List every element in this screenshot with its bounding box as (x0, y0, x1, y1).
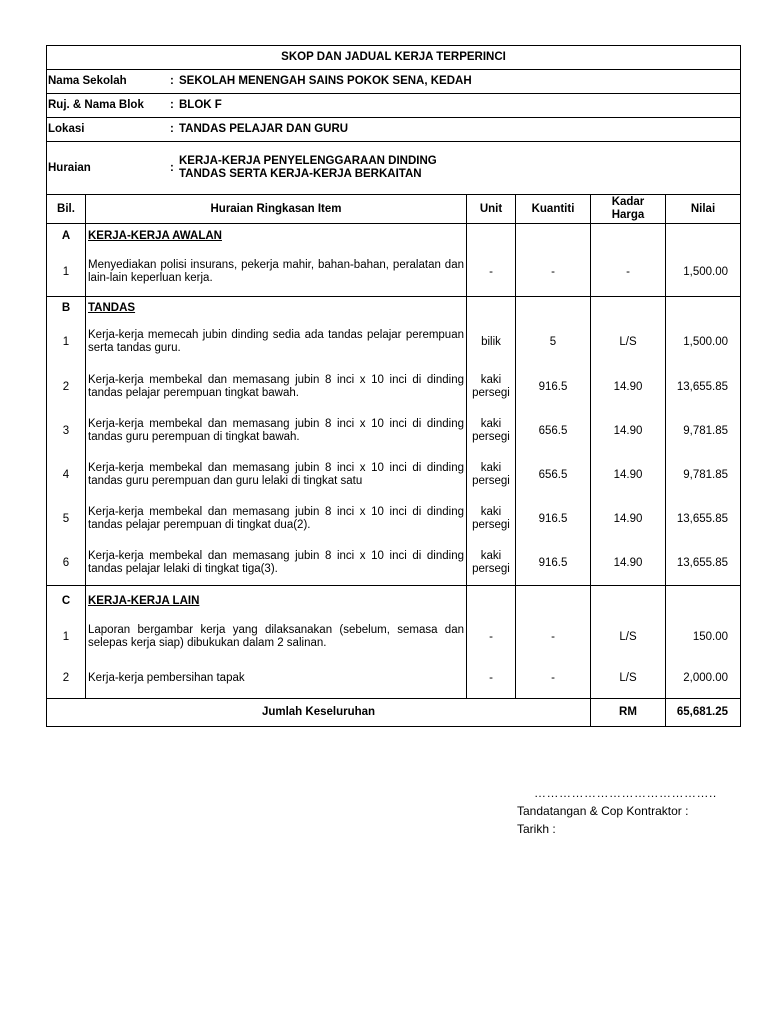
section-c-empty-cell (666, 586, 741, 617)
title-row (47, 46, 741, 70)
row-rate: 14.90 (591, 365, 666, 409)
row-unit: kaki persegi (467, 497, 516, 541)
section-b-code: B (47, 297, 86, 320)
table-row (47, 248, 741, 297)
description-cell (47, 142, 741, 195)
row-value: 2,000.00 (666, 658, 741, 699)
document-title: SKOP DAN JADUAL KERJA TERPERINCI (47, 46, 741, 70)
section-a-code: A (47, 224, 86, 249)
row-quantity: 916.5 (516, 541, 591, 586)
row-unit: kaki persegi (467, 365, 516, 409)
row-unit: kaki persegi (467, 541, 516, 586)
row-quantity: 656.5 (516, 409, 591, 453)
section-a-title-cell (86, 224, 467, 249)
row-quantity: - (516, 616, 591, 658)
row-bil: 2 (47, 658, 86, 699)
school-row (47, 70, 741, 94)
row-unit: - (467, 616, 516, 658)
row-quantity: 5 (516, 319, 591, 365)
row-description: Menyediakan polisi insurans, pekerja mahir, bahan-bahan, peralatan dan lain-lain keperluan kerja. (86, 248, 467, 297)
row-quantity: - (516, 658, 591, 699)
row-value: 1,500.00 (666, 319, 741, 365)
row-bil: 6 (47, 541, 86, 586)
col-header-item: Huraian Ringkasan Item (86, 195, 467, 224)
table-row (47, 453, 741, 497)
section-c-empty-cell (591, 586, 666, 617)
section-a-empty-cell (516, 224, 591, 249)
row-value: 1,500.00 (666, 248, 741, 297)
row-bil: 2 (47, 365, 86, 409)
table-row (47, 616, 741, 658)
row-value: 13,655.85 (666, 541, 741, 586)
row-rate: L/S (591, 658, 666, 699)
block-value: BLOK F (179, 99, 222, 111)
section-c-title-cell (86, 586, 467, 617)
signature-line: …………………………………….. (534, 786, 717, 800)
location-value: TANDAS PELAJAR DAN GURU (179, 123, 349, 135)
description-row (47, 142, 741, 195)
row-unit: kaki persegi (467, 409, 516, 453)
section-b-title: TANDAS (88, 301, 136, 314)
row-value: 13,655.85 (666, 497, 741, 541)
section-b-empty-cell (467, 297, 516, 320)
section-b-header-row (47, 297, 741, 320)
location-label: Lokasi (48, 123, 85, 135)
row-quantity: 916.5 (516, 497, 591, 541)
section-b-empty-cell (591, 297, 666, 320)
work-schedule-sheet (46, 45, 740, 727)
row-description: Kerja-kerja memecah jubin dinding sedia ada tandas pelajar perempuan serta tandas guru. (86, 319, 467, 365)
row-rate: - (591, 248, 666, 297)
table-row (47, 658, 741, 699)
school-value: SEKOLAH MENENGAH SAINS POKOK SENA, KEDAH (179, 75, 472, 87)
row-bil: 3 (47, 409, 86, 453)
table-row (47, 541, 741, 586)
section-a-empty-cell (666, 224, 741, 249)
col-header-qty: Kuantiti (516, 195, 591, 224)
block-cell (47, 94, 741, 118)
row-quantity: 916.5 (516, 365, 591, 409)
row-bil: 4 (47, 453, 86, 497)
row-bil: 1 (47, 616, 86, 658)
school-colon: : (170, 75, 174, 87)
location-colon: : (170, 123, 174, 135)
col-header-unit: Unit (467, 195, 516, 224)
row-value: 150.00 (666, 616, 741, 658)
table-row (47, 409, 741, 453)
table-row (47, 497, 741, 541)
row-unit: - (467, 248, 516, 297)
row-bil: 1 (47, 319, 86, 365)
col-header-bil: Bil. (47, 195, 86, 224)
description-line-1: KERJA-KERJA PENYELENGGARAAN DINDING (179, 155, 437, 167)
row-bil: 1 (47, 248, 86, 297)
section-c-code: C (47, 586, 86, 617)
row-quantity: - (516, 248, 591, 297)
school-label: Nama Sekolah (48, 75, 127, 87)
row-unit: - (467, 658, 516, 699)
block-row (47, 94, 741, 118)
section-a-empty-cell (467, 224, 516, 249)
section-b-title-cell (86, 297, 467, 320)
total-value: 65,681.25 (666, 699, 741, 727)
row-rate: L/S (591, 319, 666, 365)
section-c-empty-cell (516, 586, 591, 617)
row-quantity: 656.5 (516, 453, 591, 497)
location-row (47, 118, 741, 142)
work-schedule-table (46, 45, 741, 727)
col-header-rate (591, 195, 666, 224)
total-currency: RM (591, 699, 666, 727)
description-line-2: TANDAS SERTA KERJA-KERJA BERKAITAN (179, 168, 422, 180)
row-value: 9,781.85 (666, 409, 741, 453)
row-rate: 14.90 (591, 497, 666, 541)
section-a-header-row (47, 224, 741, 249)
row-rate: 14.90 (591, 409, 666, 453)
row-rate: L/S (591, 616, 666, 658)
school-cell (47, 70, 741, 94)
row-description: Kerja-kerja membekal dan memasang jubin 8 inci x 10 inci di dinding tandas guru perempuan di tingkat bawah. (86, 409, 467, 453)
location-cell (47, 118, 741, 142)
description-value (179, 155, 437, 181)
description-colon: : (170, 161, 174, 174)
date-label: Tarikh : (517, 822, 556, 836)
row-description: Kerja-kerja membekal dan memasang jubin 8 inci x 10 inci di dinding tandas guru perempuan dan guru lelaki di tingkat satu (86, 453, 467, 497)
row-description: Kerja-kerja pembersihan tapak (86, 658, 467, 699)
row-bil: 5 (47, 497, 86, 541)
row-value: 13,655.85 (666, 365, 741, 409)
col-header-value: Nilai (666, 195, 741, 224)
row-rate: 14.90 (591, 453, 666, 497)
row-rate: 14.90 (591, 541, 666, 586)
col-header-rate-line1: Kadar (611, 196, 645, 208)
row-value: 9,781.85 (666, 453, 741, 497)
row-description: Kerja-kerja membekal dan memasang jubin 8 inci x 10 inci di dinding tandas pelajar perempuan di tingkat dua(2). (86, 497, 467, 541)
section-a-empty-cell (591, 224, 666, 249)
row-unit: bilik (467, 319, 516, 365)
section-c-header-row (47, 586, 741, 617)
column-header-row (47, 195, 741, 224)
signature-block (517, 784, 717, 838)
row-description: Kerja-kerja membekal dan memasang jubin 8 inci x 10 inci di dinding tandas pelajar perempuan tingkat bawah. (86, 365, 467, 409)
table-row (47, 319, 741, 365)
section-c-empty-cell (467, 586, 516, 617)
block-label: Ruj. & Nama Blok (48, 99, 144, 111)
table-row (47, 365, 741, 409)
row-description: Kerja-kerja membekal dan memasang jubin 8 inci x 10 inci di dinding tandas pelajar lelaki di tingkat tiga(3). (86, 541, 467, 586)
section-a-title: KERJA-KERJA AWALAN (88, 229, 222, 242)
section-b-empty-cell (666, 297, 741, 320)
row-unit: kaki persegi (467, 453, 516, 497)
col-header-rate-line2: Harga (611, 209, 645, 221)
total-label: Jumlah Keseluruhan (47, 699, 591, 727)
contractor-signature-label: Tandatangan & Cop Kontraktor : (517, 804, 689, 818)
section-c-title: KERJA-KERJA LAIN (88, 594, 200, 607)
total-row (47, 699, 741, 727)
row-description: Laporan bergambar kerja yang dilaksanakan (sebelum, semasa dan selepas kerja siap) dibukukan dalam 2 salinan. (86, 616, 467, 658)
description-label: Huraian (48, 161, 91, 174)
block-colon: : (170, 99, 174, 111)
section-b-empty-cell (516, 297, 591, 320)
